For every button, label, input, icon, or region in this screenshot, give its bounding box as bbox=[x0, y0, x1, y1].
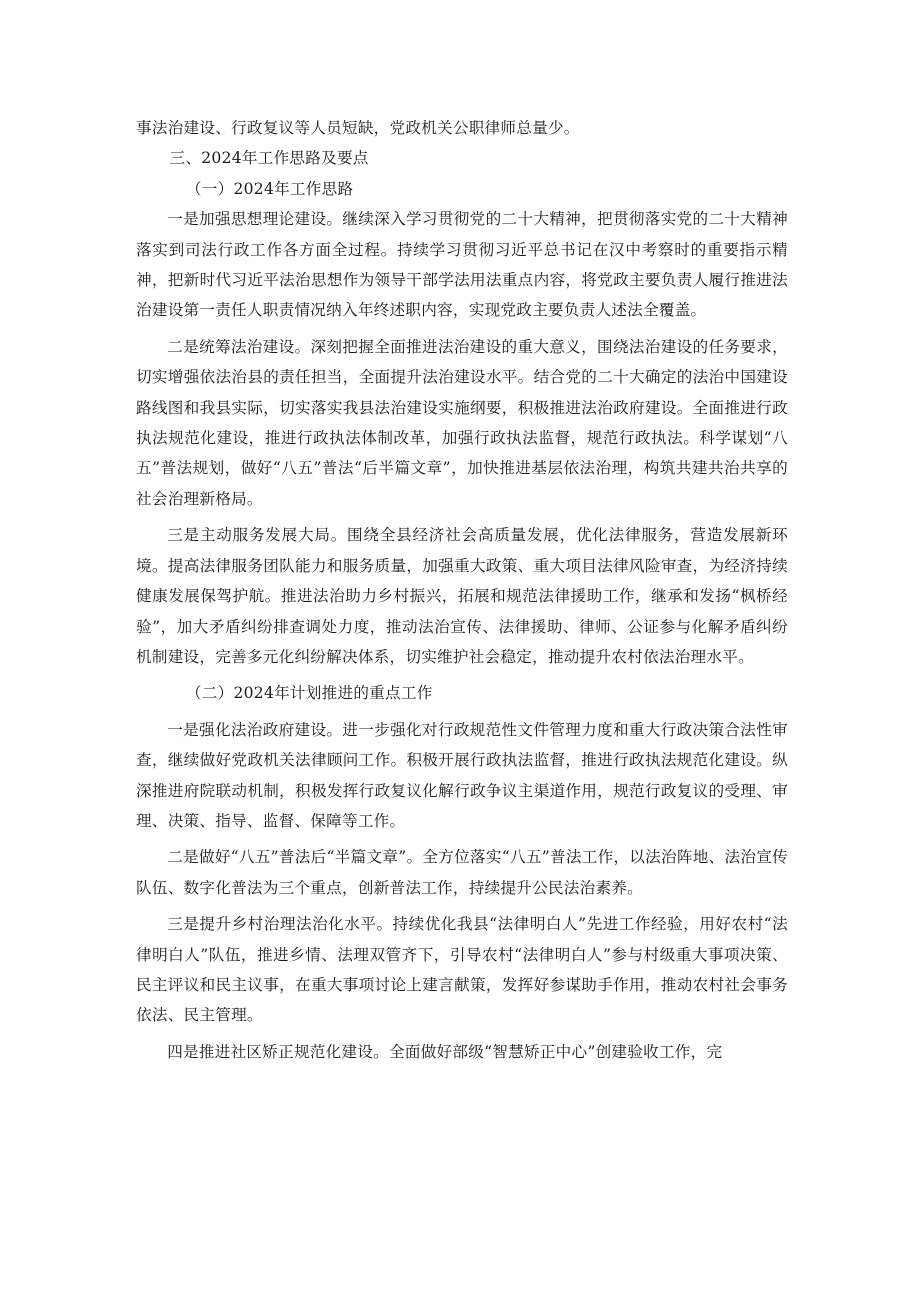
section-heading: 三、2024年工作思路及要点 bbox=[169, 149, 369, 168]
continued-paragraph: 事法治建设、行政复议等人员短缺，党政机关公职律师总量少。 bbox=[136, 119, 580, 137]
paragraph-rural-governance: 三是提升乡村治理法治化水平。持续优化我县“法律明白人”先进工作经验，用好农村“法律明白人”队伍，推进乡情、法理双管齐下，引导农村“法律明白人”参与村级重大事项决策、民主评议和民主议事，在重大事项讨论上建言献策，发挥好参谋助手作用，推动农村社会事务依法、民主管理。 bbox=[136, 915, 788, 1025]
document-body bbox=[136, 113, 788, 1067]
subsection-heading-work-ideas: （一）2024年工作思路 bbox=[185, 179, 354, 198]
paragraph-serve-development: 三是主动服务发展大局。围绕全县经济社会高质量发展，优化法律服务，营造发展新环境。提高法律服务团队能力和服务质量，加强重大政策、重大项目法律风险审查，为经济持续健康发展保驾护航。推进法治助力乡村振兴，拓展和规范法律援助工作，继承和发扬“枫桥经验”，加大矛盾纠纷排查调处力度，推动法治宣传、法律援助、律师、公证参与化解矛盾纠纷机制建设，完善多元化纠纷解决体系，切实维护社会稳定，推动提升农村依法治理水平。 bbox=[136, 526, 788, 666]
paragraph-rule-of-law-construction: 二是统筹法治建设。深刻把握全面推进法治建设的重大意义，围绕法治建设的任务要求，切实增强依法治县的责任担当，全面提升法治建设水平。结合党的二十大确定的法治中国建设路线图和我县实际，切实落实我县法治建设实施纲要，积极推进法治政府建设。全面推进行政执法规范化建设，推进行政执法体制改革，加强行政执法监督，规范行政执法。科学谋划“八五”普法规划，做好“八五”普法“后半篇文章”，加快推进基层依法治理，构筑共建共治共享的社会治理新格局。 bbox=[136, 337, 788, 508]
paragraph-legal-publicity: 二是做好“八五”普法后“半篇文章”。全方位落实“八五”普法工作，以法治阵地、法治宣传队伍、数字化普法为三个重点，创新普法工作，持续提升公民法治素养。 bbox=[136, 848, 788, 897]
paragraph-theory-building: 一是加强思想理论建设。继续深入学习贯彻党的二十大精神，把贯彻落实党的二十大精神落实到司法行政工作各方面全过程。持续学习贯彻习近平总书记在汉中考察时的重要指示精神，把新时代习近平法治思想作为领导干部学法用法重点内容，将党政主要负责人履行推进法治建设第一责任人职责情况纳入年终述职内容，实现党政主要负责人述法全覆盖。 bbox=[136, 210, 788, 320]
subsection-heading-key-work: （二）2024年计划推进的重点工作 bbox=[185, 684, 433, 703]
paragraph-community-correction: 四是推进社区矫正规范化建设。全面做好部级“智慧矫正中心”创建验收工作，完 bbox=[167, 1042, 723, 1061]
paragraph-law-based-government: 一是强化法治政府建设。进一步强化对行政规范性文件管理力度和重大行政决策合法性审查，继续做好党政机关法律顾问工作。积极开展行政执法监督，推进行政执法规范化建设。纵深推进府院联动机制，积极发挥行政复议化解行政争议主渠道作用，规范行政复议的受理、审理、决策、指导、监督、保障等工作。 bbox=[136, 720, 788, 830]
